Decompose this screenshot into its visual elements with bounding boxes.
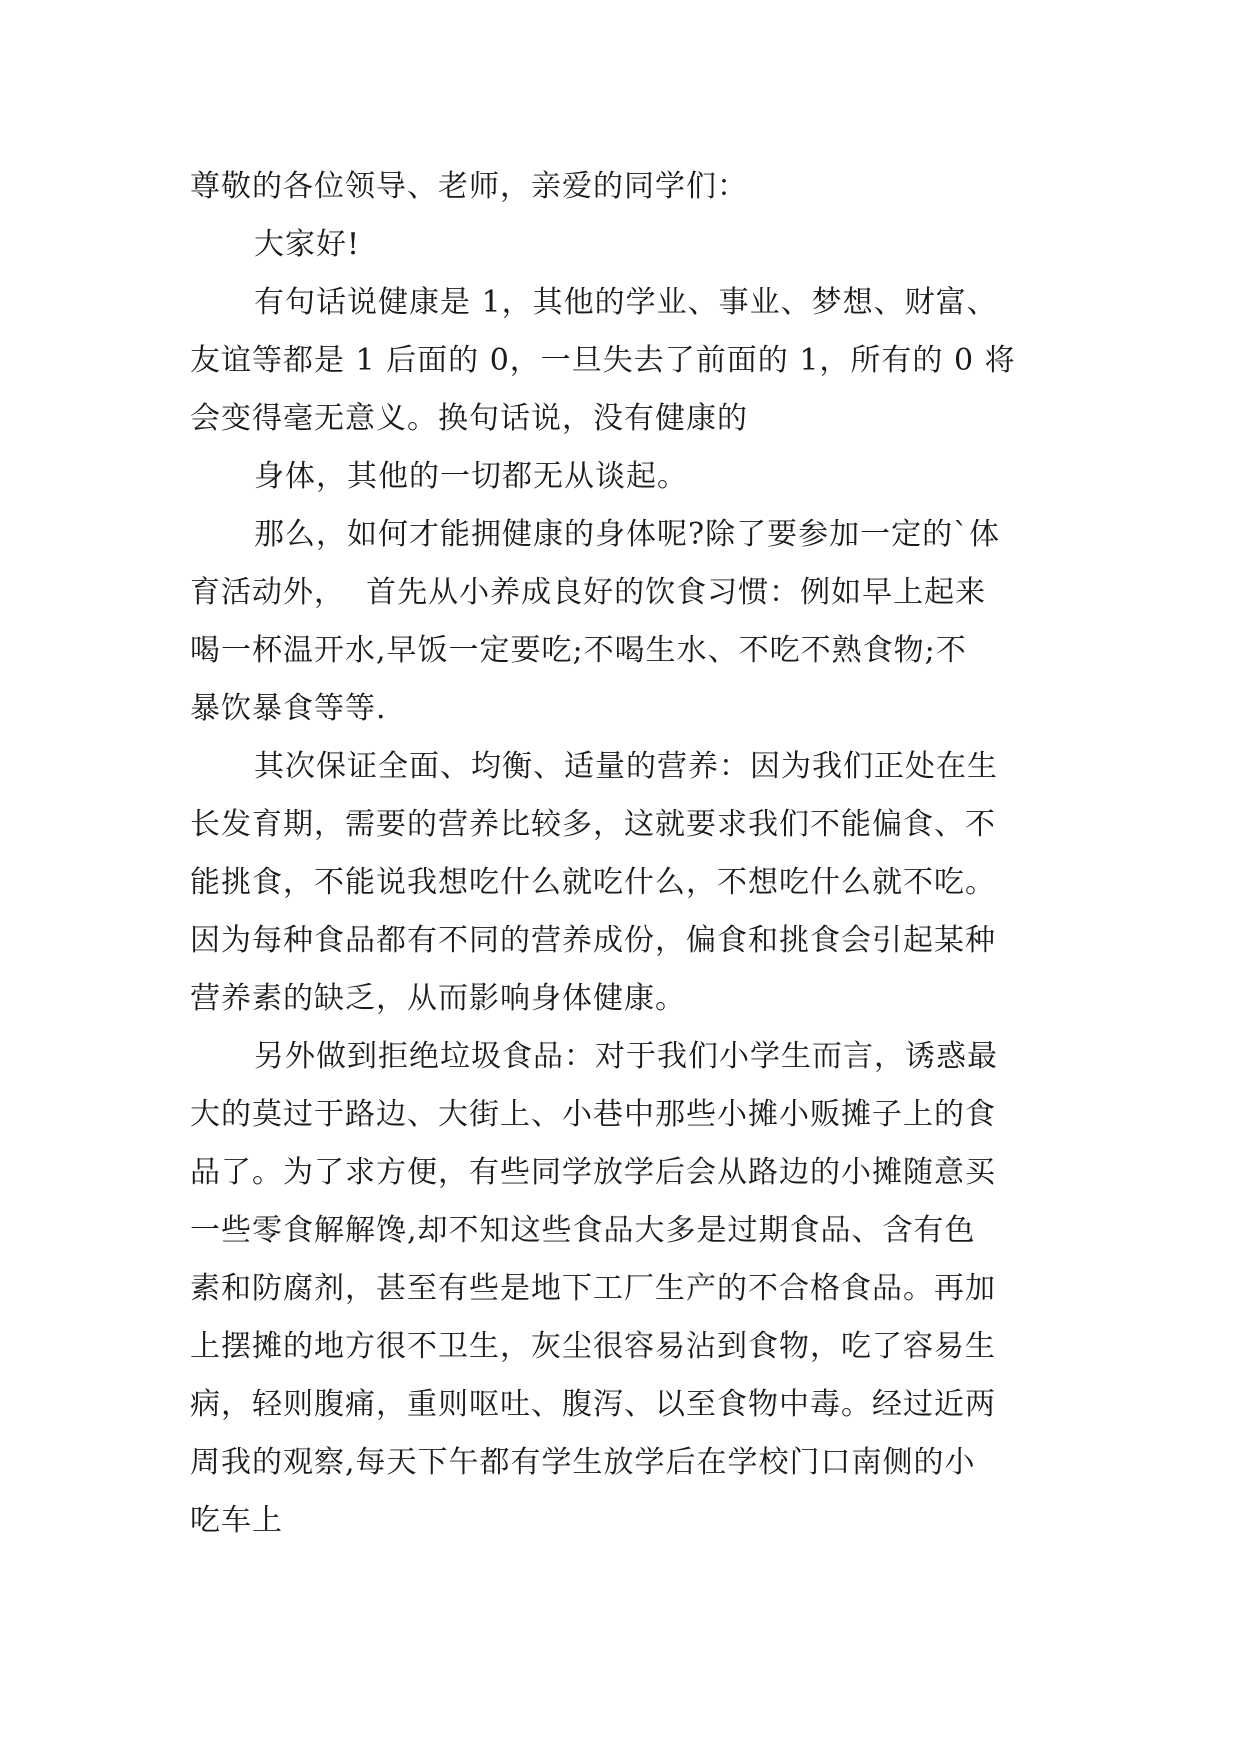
text-line: 友谊等都是 1 后面的 0，一旦失去了前面的 1，所有的 0 将 xyxy=(190,343,1016,378)
text-line: 因为每种食品都有不同的营养成份，偏食和挑食会引起某种 xyxy=(190,923,996,958)
text-line: 营养素的缺乏，从而影响身体健康。 xyxy=(190,981,686,1016)
text-line: 素和防腐剂，甚至有些是地下工厂生产的不合格食品。再加 xyxy=(190,1271,996,1306)
text-line: 喝一杯温开水,早饭一定要吃;不喝生水、不吃不熟食物;不 xyxy=(190,633,967,668)
text-line: 一些零食解解馋,却不知这些食品大多是过期食品、含有色 xyxy=(190,1213,976,1248)
text-line: 育活动外， 首先从小养成良好的饮食习惯：例如早上起来 xyxy=(190,575,987,610)
text-line: 那么，如何才能拥健康的身体呢?除了要参加一定的`体 xyxy=(254,517,1001,552)
text-line: 另外做到拒绝垃圾食品：对于我们小学生而言，诱惑最 xyxy=(254,1039,998,1074)
text-line: 病，轻则腹痛，重则呕吐、腹泻、以至食物中毒。经过近两 xyxy=(190,1387,996,1422)
text-line: 暴饮暴食等等. xyxy=(190,691,387,726)
text-line: 身体，其他的一切都无从谈起。 xyxy=(254,459,688,494)
text-line: 品了。为了求方便，有些同学放学后会从路边的小摊随意买 xyxy=(190,1155,996,1190)
text-line: 大的莫过于路边、大街上、小巷中那些小摊小贩摊子上的食 xyxy=(190,1097,996,1132)
text-line: 有句话说健康是 1，其他的学业、事业、梦想、财富、 xyxy=(254,285,998,320)
text-line: 周我的观察,每天下午都有学生放学后在学校门口南侧的小 xyxy=(190,1445,976,1480)
text-line: 上摆摊的地方很不卫生，灰尘很容易沾到食物，吃了容易生 xyxy=(190,1329,996,1364)
text-line: 能挑食，不能说我想吃什么就吃什么，不想吃什么就不吃。 xyxy=(190,865,996,900)
text-line: 尊敬的各位领导、老师，亲爱的同学们： xyxy=(190,169,748,204)
text-line: 长发育期，需要的营养比较多，这就要求我们不能偏食、不 xyxy=(190,807,996,842)
text-line: 吃车上 xyxy=(190,1503,283,1538)
text-line: 大家好! xyxy=(254,227,361,262)
body-text xyxy=(190,158,1090,1550)
text-line: 会变得毫无意义。换句话说，没有健康的 xyxy=(190,401,748,436)
text-line: 其次保证全面、均衡、适量的营养：因为我们正处在生 xyxy=(254,749,998,784)
